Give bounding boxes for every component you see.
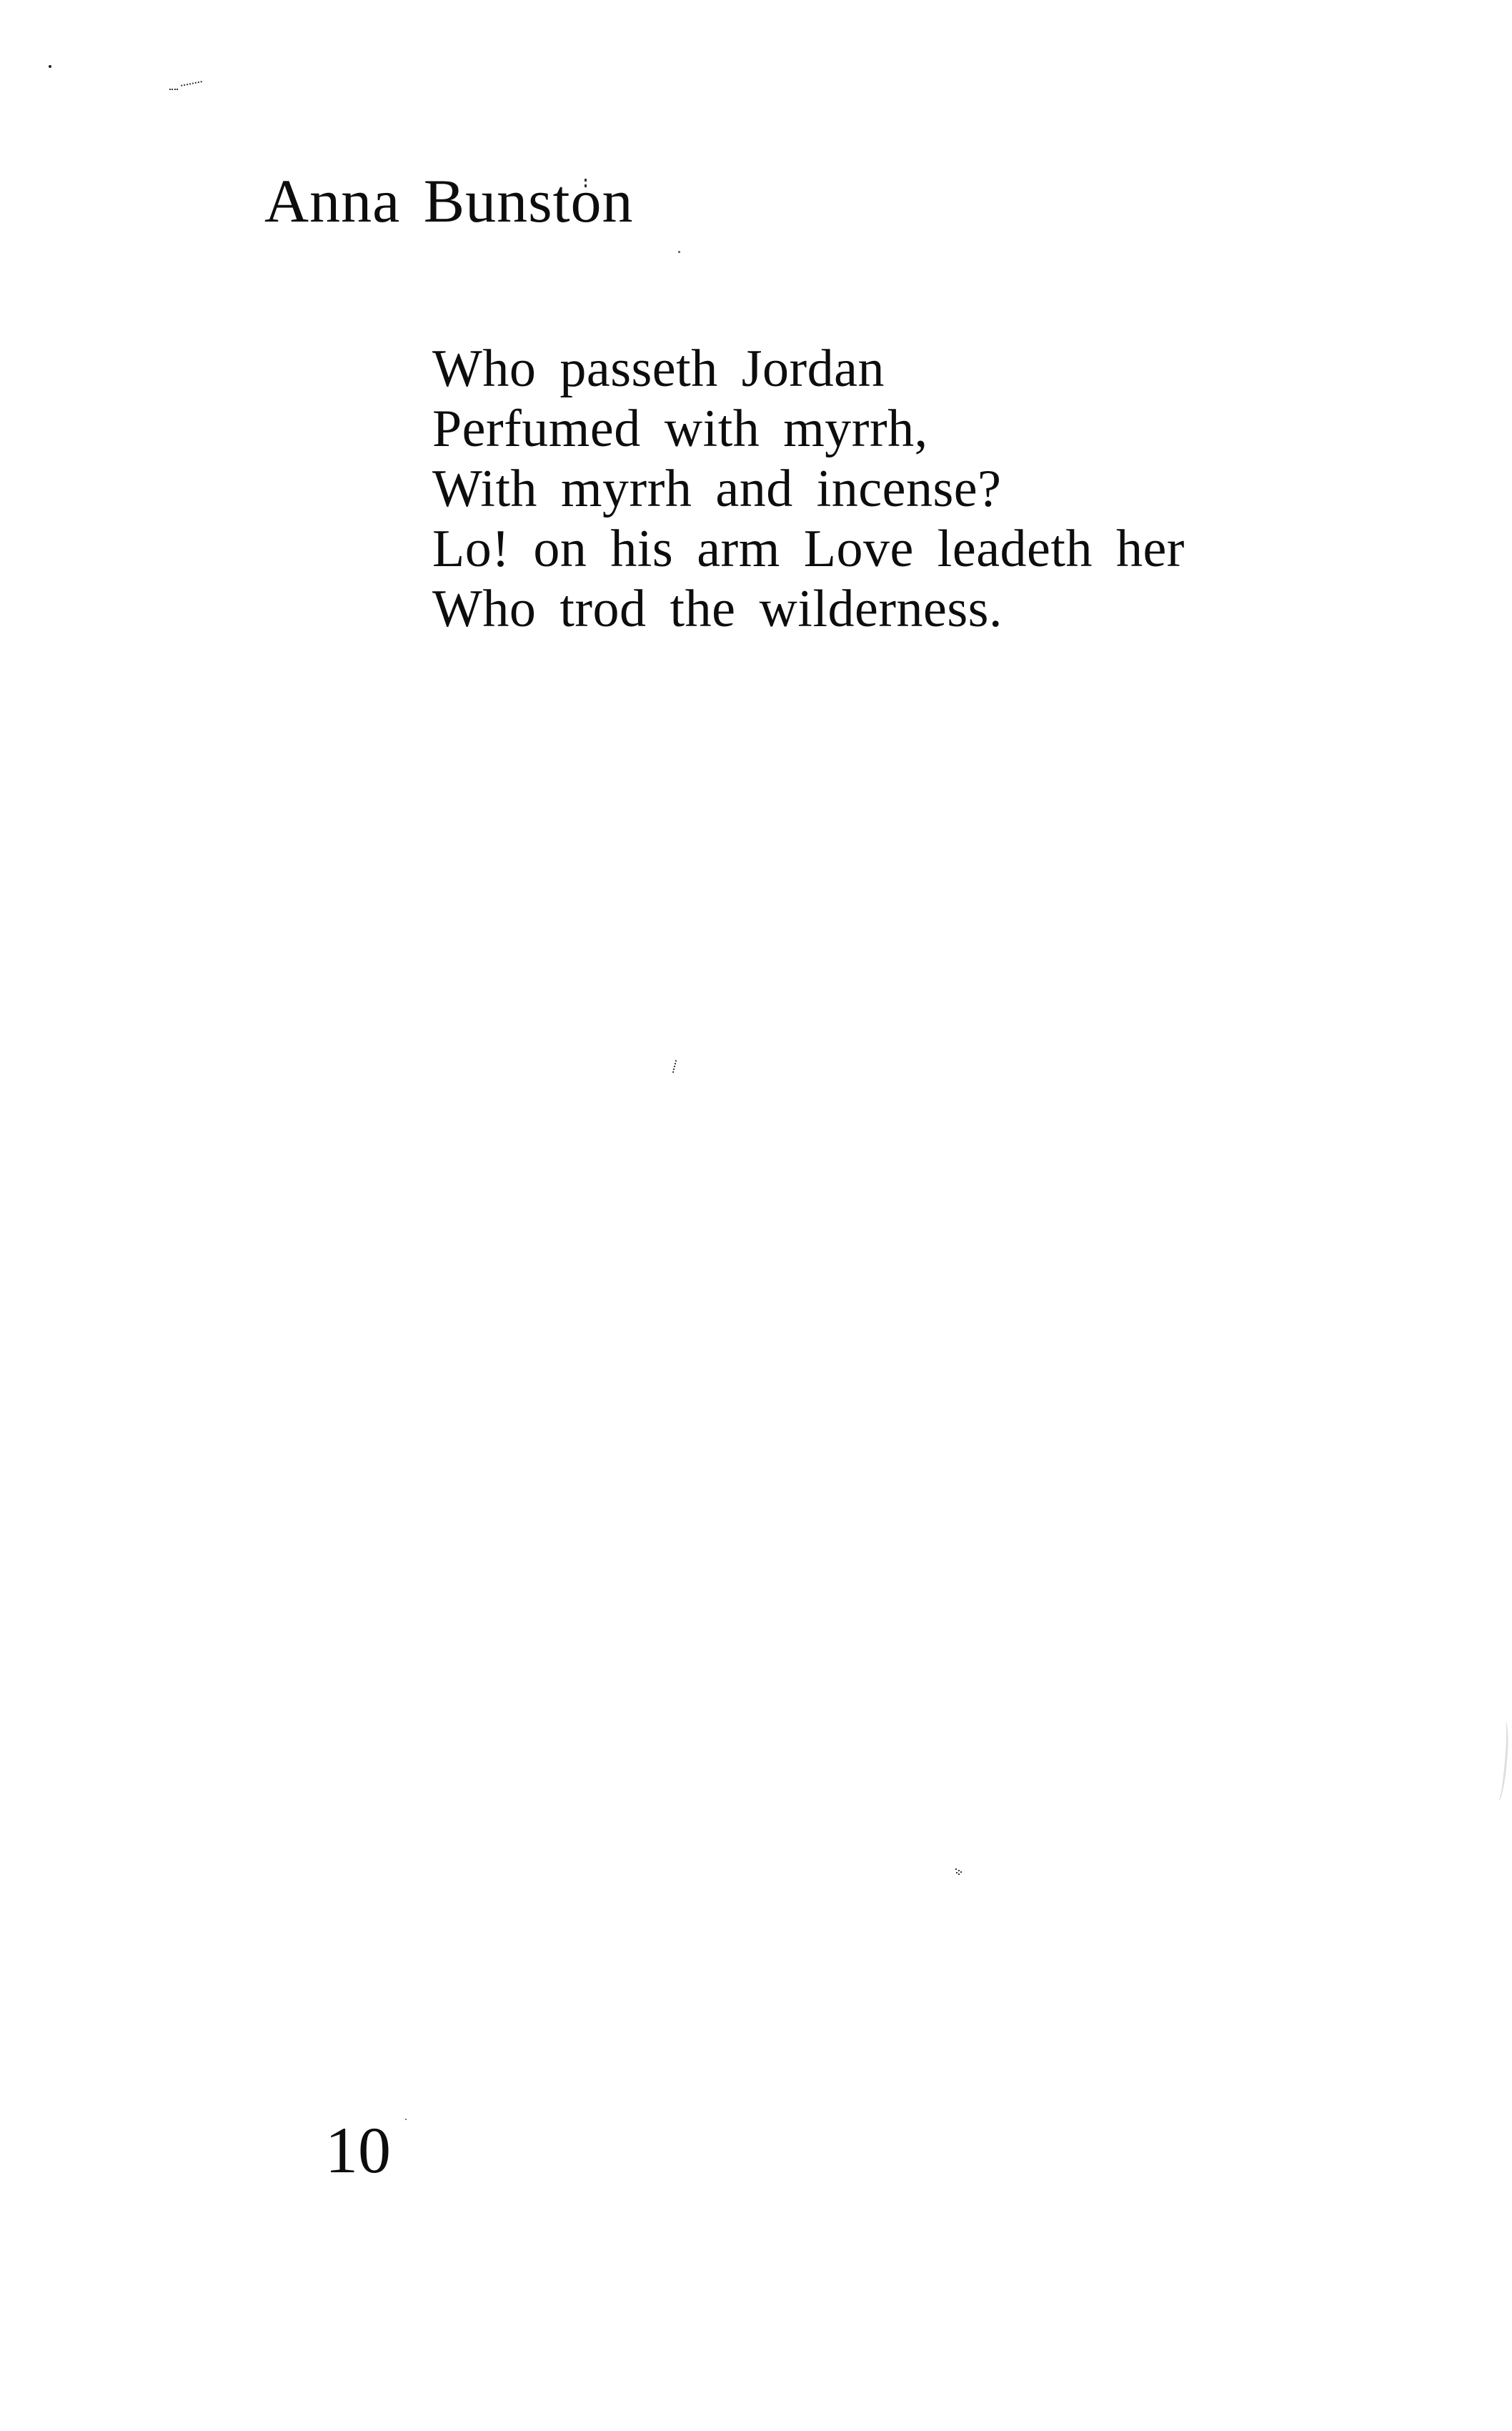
pencil-mark (169, 89, 178, 90)
poem-line: With myrrh and incense? (432, 460, 1002, 518)
scan-speck (678, 251, 680, 253)
scan-smudge (1493, 1721, 1511, 1802)
scan-speck (672, 1060, 677, 1073)
poem-line: Perfumed with myrrh, (432, 400, 928, 458)
page-number: 10 (325, 2114, 391, 2187)
scan-speck (955, 1868, 957, 1870)
poem-line: Who passeth Jordan (432, 340, 885, 398)
poem-line: Who trod the wilderness. (432, 580, 1003, 638)
pencil-mark (181, 81, 202, 86)
scan-speck (585, 179, 587, 187)
poem-stanza (432, 339, 1185, 639)
scan-speck (49, 65, 51, 68)
poem-line: Lo! on his arm Love leadeth her (432, 520, 1185, 578)
scan-speck (405, 2119, 407, 2120)
author-name: Anna Bunston (264, 167, 634, 235)
